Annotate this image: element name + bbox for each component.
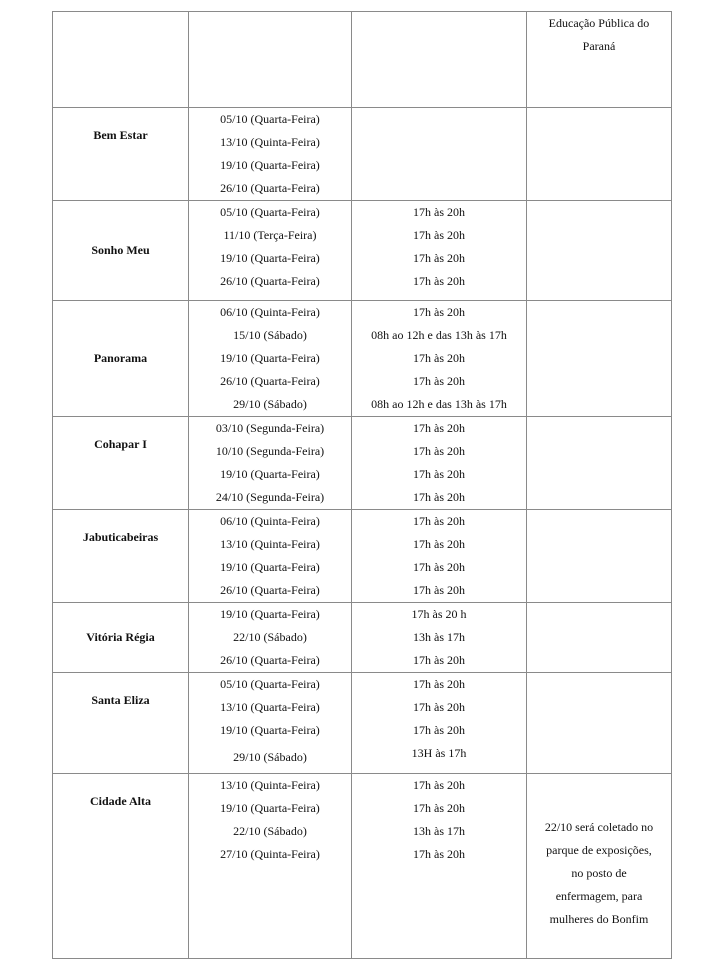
table-row: [53, 603, 672, 673]
time-item: 13h às 17h: [413, 824, 465, 838]
region-name: Jabuticabeiras: [53, 510, 189, 603]
region-name: Bem Estar: [53, 108, 189, 201]
time-item: 17h às 20h: [413, 467, 465, 481]
note-line: no posto de: [571, 866, 627, 880]
date-item: 19/10 (Quarta-Feira): [220, 560, 320, 574]
header-note-line: Educação Pública do: [548, 16, 650, 30]
times-cell: [352, 510, 527, 603]
time-item: 17h às 20h: [413, 677, 465, 691]
dates-cell: [189, 603, 352, 673]
date-item: 29/10 (Sábado): [233, 750, 307, 764]
note-cell: [527, 510, 672, 603]
date-item: 11/10 (Terça-Feira): [223, 228, 317, 242]
times-cell: [352, 108, 527, 201]
note-cell: [527, 774, 672, 959]
time-item: 17h às 20h: [413, 374, 465, 388]
note-cell: [527, 603, 672, 673]
time-item: 17h às 20h: [413, 351, 465, 365]
header-cell-region: [53, 12, 189, 108]
dates-cell: [189, 774, 352, 959]
header-cell-times: [352, 12, 527, 108]
times-cell: [352, 774, 527, 959]
note-line: enfermagem, para: [555, 889, 643, 903]
note-cell: [527, 108, 672, 201]
note-cell: [527, 417, 672, 510]
note-cell: [527, 201, 672, 301]
dates-cell: [189, 673, 352, 774]
note-cell: [527, 673, 672, 774]
date-item: 06/10 (Quinta-Feira): [220, 514, 320, 528]
times-cell: [352, 301, 527, 417]
time-item: 08h ao 12h e das 13h às 17h: [371, 397, 507, 411]
date-item: 27/10 (Quinta-Feira): [220, 847, 320, 861]
region-name: Cidade Alta: [53, 774, 189, 959]
date-item: 22/10 (Sábado): [233, 824, 307, 838]
note-line: 22/10 será coletado no: [544, 820, 654, 834]
time-item: 17h às 20h: [413, 421, 465, 435]
region-name: Vitória Régia: [53, 603, 189, 673]
date-item: 06/10 (Quinta-Feira): [220, 305, 320, 319]
time-item: 17h às 20h: [413, 444, 465, 458]
time-item: 17h às 20h: [413, 274, 465, 288]
date-item: 10/10 (Segunda-Feira): [215, 444, 325, 458]
time-item: 17h às 20h: [413, 305, 465, 319]
table-header-row: [53, 12, 672, 108]
header-cell-dates: [189, 12, 352, 108]
time-item: 17h às 20 h: [411, 607, 467, 621]
schedule-table: [52, 11, 672, 959]
time-item: 17h às 20h: [413, 228, 465, 242]
times-cell: [352, 673, 527, 774]
date-item: 05/10 (Quarta-Feira): [220, 205, 320, 219]
time-item: 17h às 20h: [413, 700, 465, 714]
dates-cell: [189, 108, 352, 201]
time-item: 17h às 20h: [413, 801, 465, 815]
date-item: 05/10 (Quarta-Feira): [220, 112, 320, 126]
date-item: 19/10 (Quarta-Feira): [220, 801, 320, 815]
note-line: parque de exposições,: [546, 843, 652, 857]
dates-cell: [189, 301, 352, 417]
region-name: Santa Eliza: [53, 673, 189, 774]
time-item: 17h às 20h: [413, 847, 465, 861]
dates-cell: [189, 417, 352, 510]
date-item: 15/10 (Sábado): [233, 328, 307, 342]
region-name: Panorama: [53, 301, 189, 417]
date-item: 19/10 (Quarta-Feira): [220, 723, 320, 737]
dates-cell: [189, 201, 352, 301]
date-item: 13/10 (Quinta-Feira): [220, 778, 320, 792]
time-item: 17h às 20h: [413, 653, 465, 667]
times-cell: [352, 603, 527, 673]
date-item: 13/10 (Quinta-Feira): [220, 135, 320, 149]
time-item: 17h às 20h: [413, 514, 465, 528]
header-cell-note: [527, 12, 672, 108]
times-cell: [352, 201, 527, 301]
time-item: 17h às 20h: [413, 490, 465, 504]
date-item: 19/10 (Quarta-Feira): [220, 158, 320, 172]
time-item: 17h às 20h: [413, 537, 465, 551]
date-item: 26/10 (Quarta-Feira): [220, 181, 320, 195]
date-item: 26/10 (Quarta-Feira): [220, 583, 320, 597]
table-row: [53, 774, 672, 959]
time-item: 17h às 20h: [413, 205, 465, 219]
region-name: Sonho Meu: [53, 201, 189, 301]
time-item: 08h ao 12h e das 13h às 17h: [371, 328, 507, 342]
time-item: 13H às 17h: [411, 746, 467, 760]
times-cell: [352, 417, 527, 510]
table-row: [53, 510, 672, 603]
date-item: 13/10 (Quinta-Feira): [220, 537, 320, 551]
date-item: 05/10 (Quarta-Feira): [220, 677, 320, 691]
note-cell: [527, 301, 672, 417]
table-row: [53, 417, 672, 510]
table-row: [53, 108, 672, 201]
time-item: 17h às 20h: [413, 251, 465, 265]
time-item: 13h às 17h: [413, 630, 465, 644]
time-item: 17h às 20h: [413, 723, 465, 737]
table-row: [53, 201, 672, 301]
region-name: Cohapar I: [53, 417, 189, 510]
date-item: 03/10 (Segunda-Feira): [215, 421, 325, 435]
date-item: 19/10 (Quarta-Feira): [220, 251, 320, 265]
date-item: 19/10 (Quarta-Feira): [220, 607, 320, 621]
date-item: 26/10 (Quarta-Feira): [220, 374, 320, 388]
table-row: [53, 301, 672, 417]
date-item: 26/10 (Quarta-Feira): [220, 653, 320, 667]
time-item: 17h às 20h: [413, 560, 465, 574]
date-item: 24/10 (Segunda-Feira): [215, 490, 325, 504]
date-item: 22/10 (Sábado): [233, 630, 307, 644]
date-item: 26/10 (Quarta-Feira): [220, 274, 320, 288]
date-item: 13/10 (Quarta-Feira): [220, 700, 320, 714]
date-item: 19/10 (Quarta-Feira): [220, 351, 320, 365]
table-row: [53, 673, 672, 774]
note-line: mulheres do Bonfim: [549, 912, 649, 926]
date-item: 29/10 (Sábado): [233, 397, 307, 411]
dates-cell: [189, 510, 352, 603]
date-item: 19/10 (Quarta-Feira): [220, 467, 320, 481]
time-item: 17h às 20h: [413, 778, 465, 792]
header-note-line: Paraná: [582, 39, 616, 53]
time-item: 17h às 20h: [413, 583, 465, 597]
